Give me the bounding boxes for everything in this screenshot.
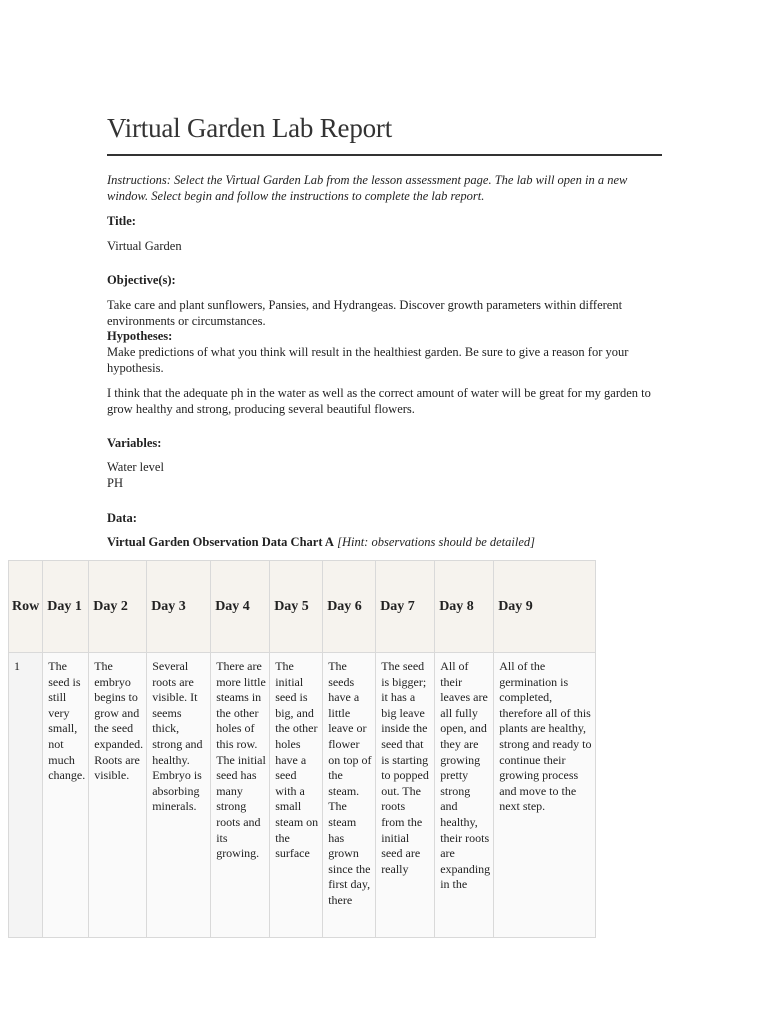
data-label: Data: <box>107 511 137 525</box>
header-cell-day-6: Day 6 <box>323 561 376 653</box>
table-cell-day-2: The embryo begins to grow and the seed expanded. Roots are visible. <box>89 653 147 938</box>
header-cell-day-4: Day 4 <box>211 561 270 653</box>
variable-item: Water level <box>107 460 164 474</box>
variable-item: PH <box>107 476 123 490</box>
title-divider <box>107 154 662 156</box>
table-cell-day-7: The seed is bigger; it has a big leave inside the seed that is starting to popped out. The roots from the initial seed are really <box>376 653 435 938</box>
table-cell-day-4: There are more little steams in the other holes of this row. The initial seed has many strong roots and its growing. <box>211 653 270 938</box>
instructions-text: Instructions: Select the Virtual Garden Lab from the lesson assessment page. The lab will open in a new window. Select begin and follow the instructions to complete the lab report. <box>107 173 628 203</box>
variables-label: Variables: <box>107 436 162 450</box>
observation-table <box>8 560 596 938</box>
header-cell-day-3: Day 3 <box>147 561 211 653</box>
header-cell-day-9: Day 9 <box>494 561 596 653</box>
header-cell-day-5: Day 5 <box>270 561 323 653</box>
header-cell-row: Row <box>9 561 43 653</box>
chart-heading <box>107 534 663 550</box>
table-row <box>9 653 596 938</box>
header-cell-day-2: Day 2 <box>89 561 147 653</box>
hypotheses-prompt: Make predictions of what you think will result in the healthiest garden. Be sure to give a reason for your hypothesis. <box>107 345 629 375</box>
objectives-text: Take care and plant sunflowers, Pansies, and Hydrangeas. Discover growth parameters within different environments or circumstances. <box>107 298 623 328</box>
header-cell-day-8: Day 8 <box>435 561 494 653</box>
header-cell-day-7: Day 7 <box>376 561 435 653</box>
table-cell-day-5: The initial seed is big, and the other holes have a seed with a small steam on the surface <box>270 653 323 938</box>
table-cell-day-3: Several roots are visible. It seems thick, strong and healthy. Embryo is absorbing minerals. <box>147 653 211 938</box>
hypotheses-answer: I think that the adequate ph in the water as well as the correct amount of water will be great for my garden to grow healthy and strong, producing several beautiful flowers. <box>107 386 651 416</box>
title-label: Title: <box>107 214 136 228</box>
table-cell-day-9: All of the germination is completed, therefore all of this plants are healthy, strong and ready to continue their growing process and move to the next step. <box>494 653 596 938</box>
objectives-label: Objective(s): <box>107 273 176 287</box>
chart-hint: [Hint: observations should be detailed] <box>337 535 535 549</box>
title-value: Virtual Garden <box>107 239 182 253</box>
hypotheses-label: Hypotheses: <box>107 329 173 343</box>
table-cell-row-number: 1 <box>9 653 43 938</box>
chart-title: Virtual Garden Observation Data Chart A <box>107 535 334 549</box>
table-cell-day-1: The seed is still very small, not much change. <box>43 653 89 938</box>
table-header-row <box>9 561 596 653</box>
page-title: Virtual Garden Lab Report <box>107 113 393 143</box>
header-cell-day-1: Day 1 <box>43 561 89 653</box>
table-cell-day-8: All of their leaves are all fully open, and they are growing pretty strong and healthy, their roots are expanding in the <box>435 653 494 938</box>
table-cell-day-6: The seeds have a little leave or flower on top of the steam. The steam has grown since the first day, there <box>323 653 376 938</box>
